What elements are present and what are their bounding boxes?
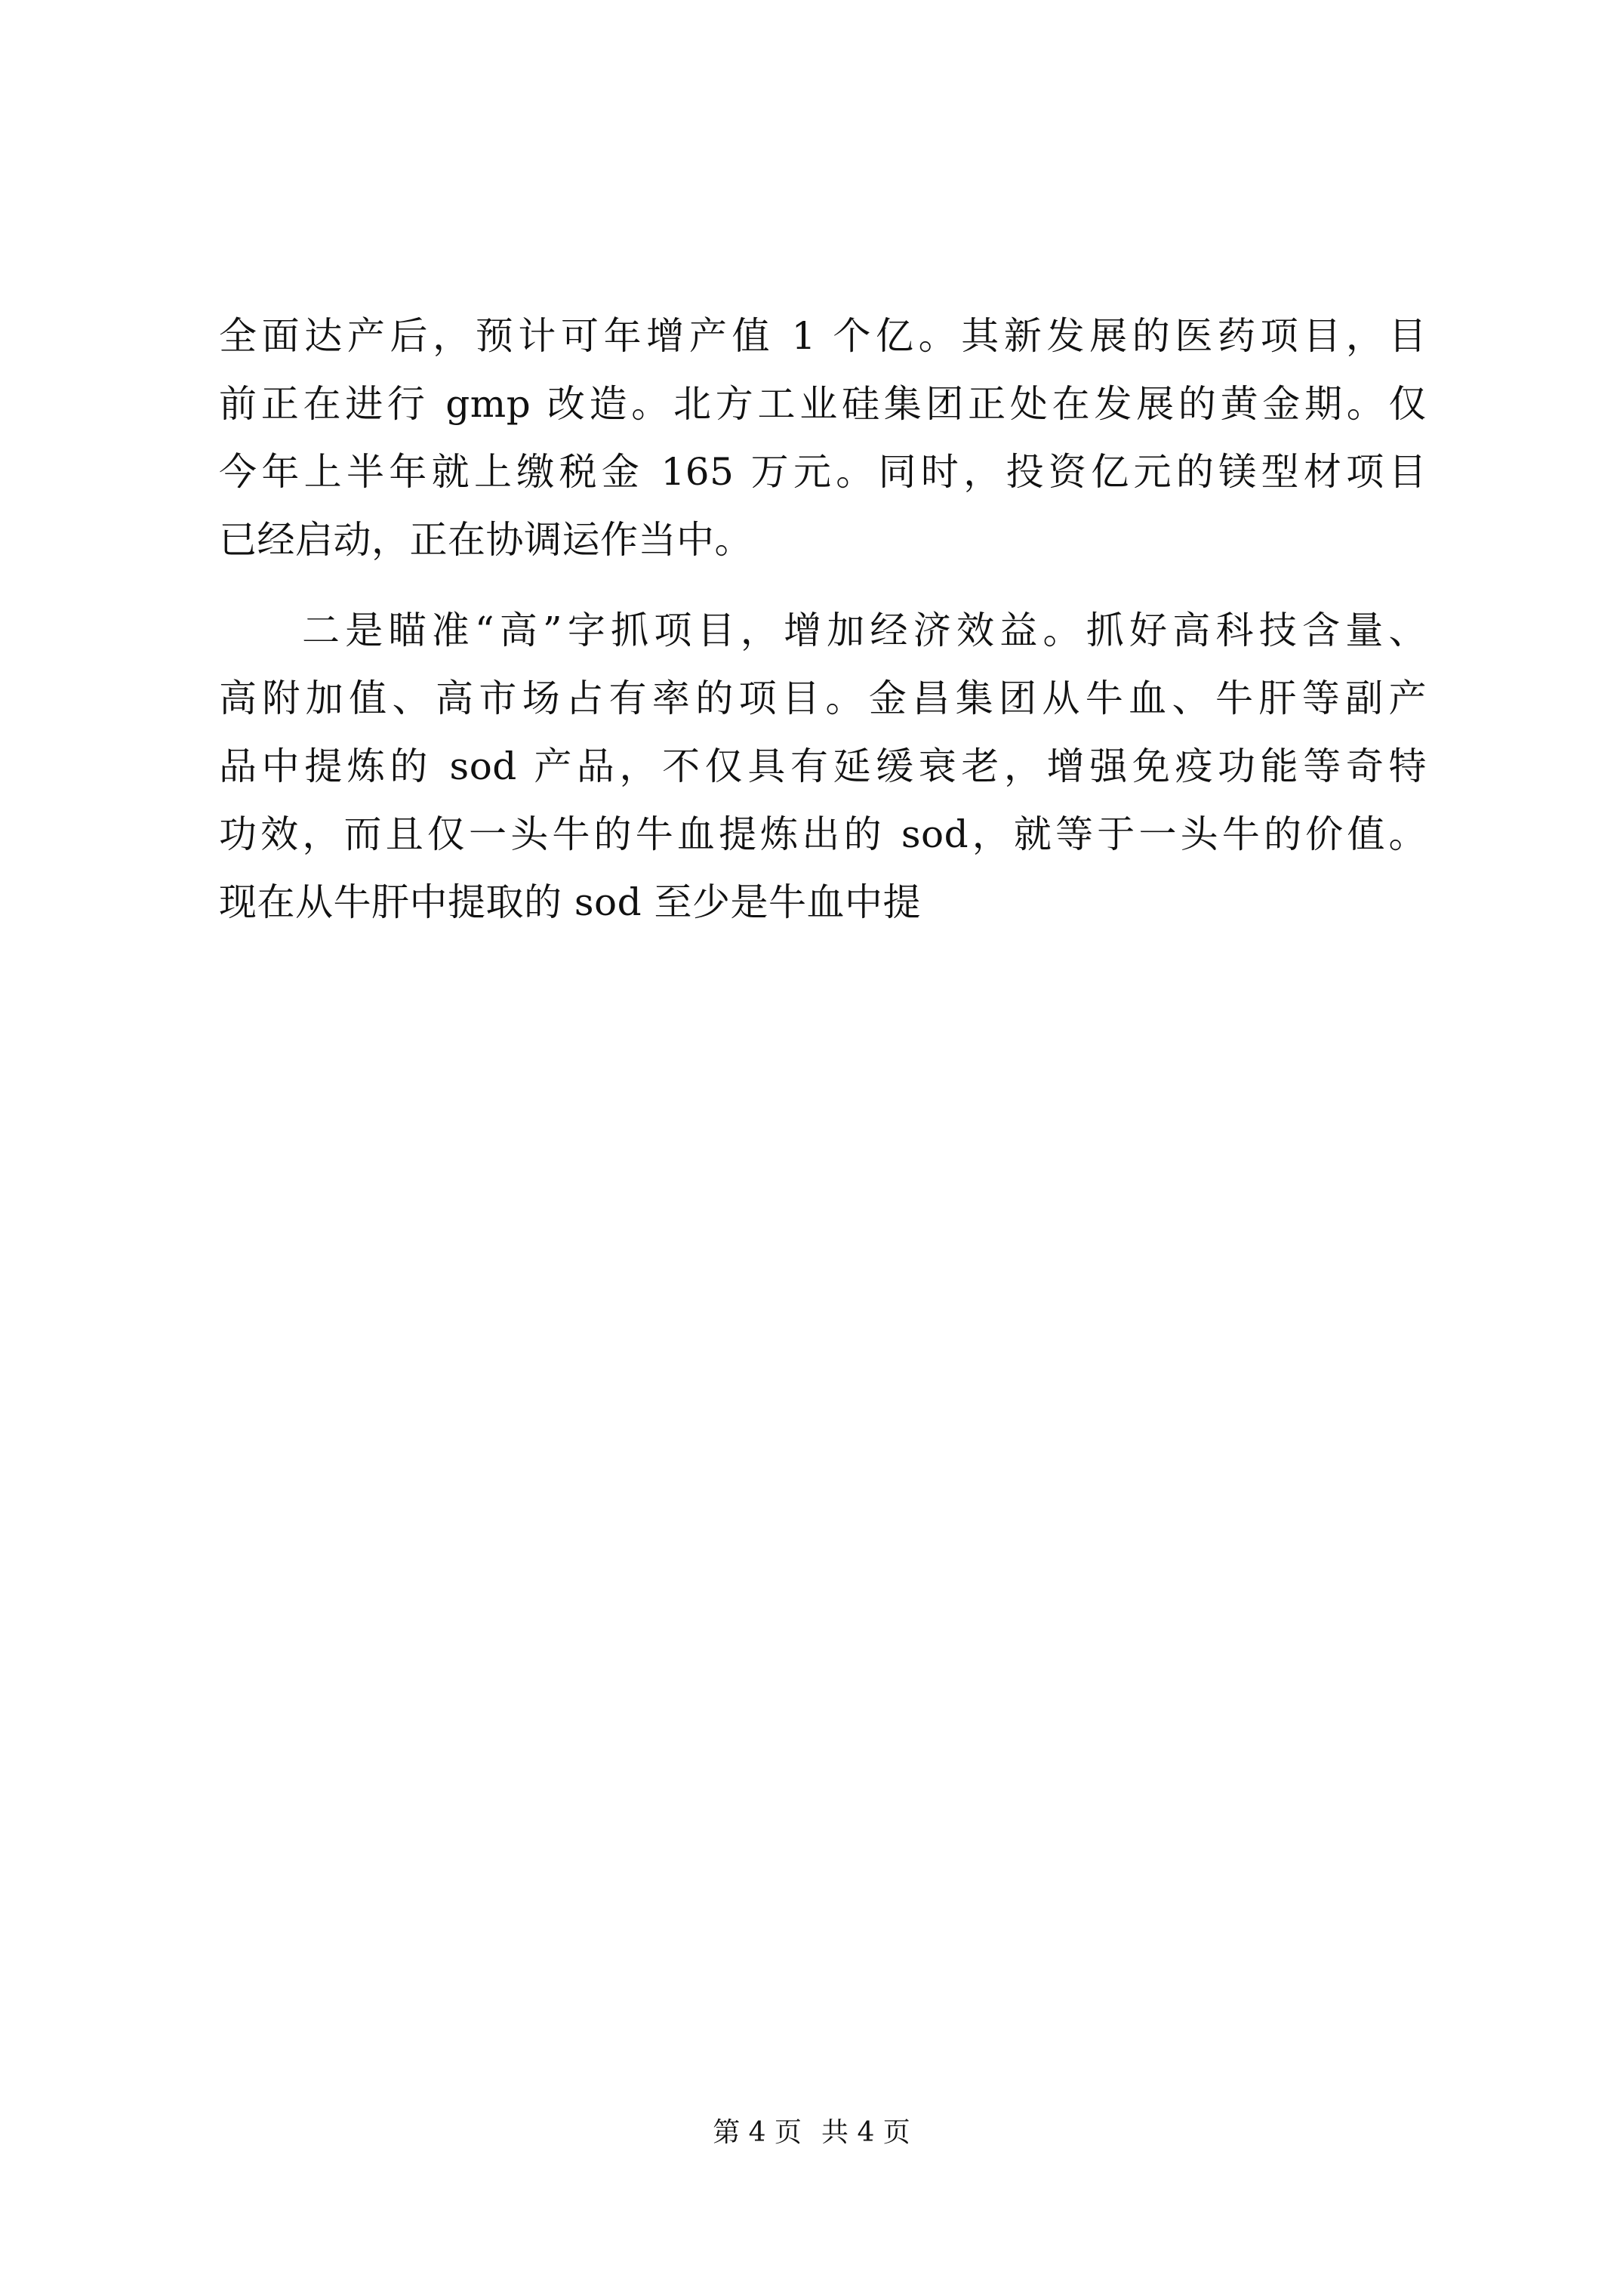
document-body <box>219 302 1427 936</box>
paragraph-line: 全面达产后，预计可年增产值 1 个亿。其新发展的医药项目，目 <box>219 314 1427 358</box>
paragraph-line: 功效，而且仅一头牛的牛血提炼出的 sod，就等于一头牛的价值。 <box>219 812 1427 856</box>
paragraph-line: 品中提炼的 sod 产品，不仅具有延缓衰老，增强免疫功能等奇特 <box>219 744 1427 788</box>
paragraph-line: 今年上半年就上缴税金 165 万元。同时，投资亿元的镁型材项目 <box>219 450 1427 494</box>
paragraph-line: 前正在进行 gmp 改造。北方工业硅集团正处在发展的黄金期。仅 <box>219 382 1427 426</box>
page-number-total: 共 4 页 <box>821 2117 910 2148</box>
paragraph-1 <box>219 302 1427 574</box>
paragraph-line: 二是瞄准“高”字抓项目，增加经济效益。抓好高科技含量、 <box>302 609 1427 652</box>
page-number-current: 第 4 页 <box>713 2117 802 2148</box>
paragraph-line: 已经启动，正在协调运作当中。 <box>219 518 753 562</box>
paragraph-2 <box>219 596 1427 936</box>
paragraph-line: 现在从牛肝中提取的 sod 至少是牛血中提 <box>219 880 922 924</box>
page-footer <box>0 2114 1623 2152</box>
paragraph-line: 高附加值、高市场占有率的项目。金昌集团从牛血、牛肝等副产 <box>219 676 1427 720</box>
